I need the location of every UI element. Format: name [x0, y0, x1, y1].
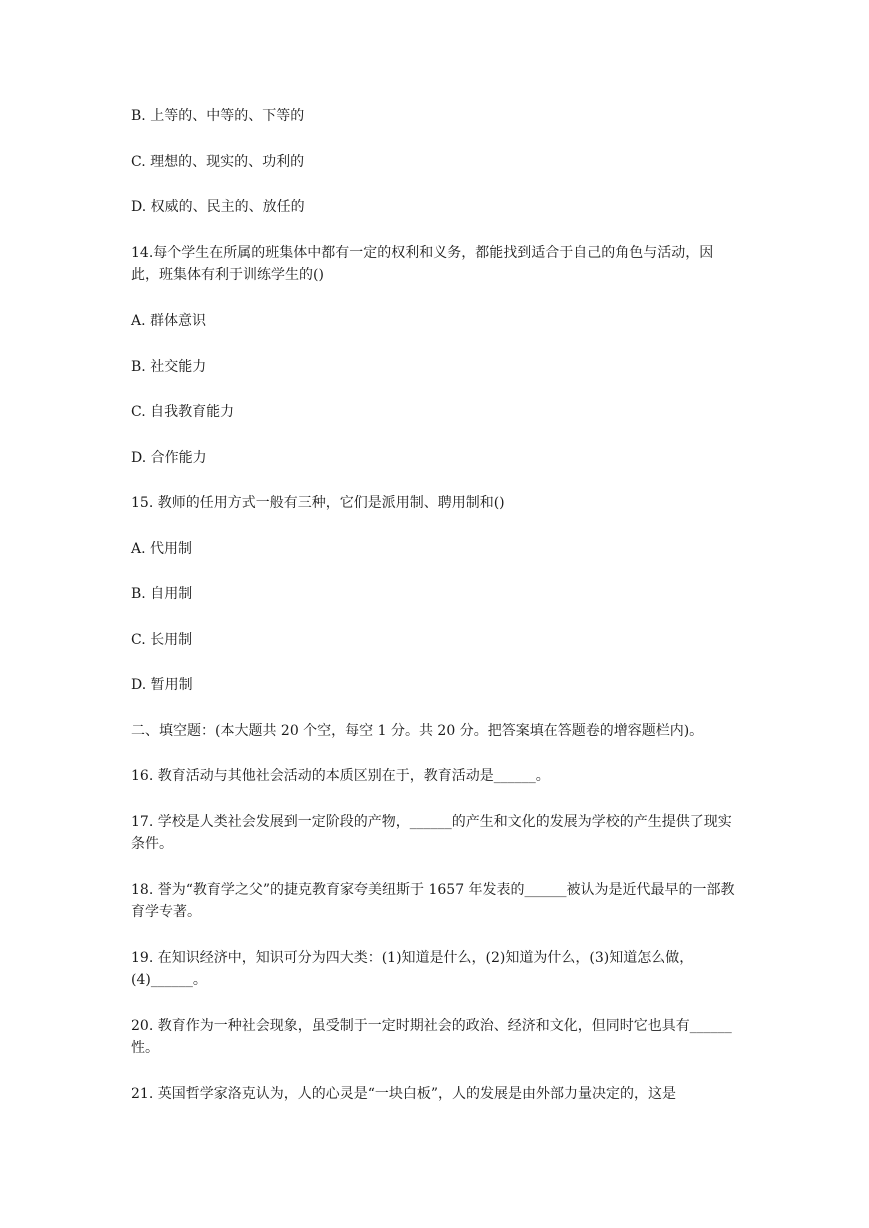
q15-option-a: A. 代用制 [131, 541, 193, 557]
q14-option-b: B. 社交能力 [131, 359, 207, 375]
q19: 19. 在知识经济中，知识可分为四大类：(1)知道是什么，(2)知道为什么，(3)知道怎么做，(4)______。 [131, 950, 694, 988]
q15-stem: 15. 教师的任用方式一般有三种，它们是派用制、聘用制和() [131, 495, 505, 511]
q15-option-d: D. 暂用制 [131, 677, 193, 693]
q13-option-b: B. 上等的、中等的、下等的 [131, 108, 305, 124]
q14-option-c: C. 自我教育能力 [131, 404, 235, 420]
section-heading-fill-in: 二、填空题：(本大题共 20 个空，每空 1 分。共 20 分。把答案填在答题卷的增容题栏内)。 [131, 723, 704, 739]
q14-option-a: A. 群体意识 [131, 313, 207, 329]
q13-option-c: C. 理想的、现实的、功利的 [131, 154, 305, 170]
q14-option-d: D. 合作能力 [131, 450, 207, 466]
q15-option-b: B. 自用制 [131, 586, 193, 602]
q15-option-c: C. 长用制 [131, 632, 193, 648]
q16: 16. 教育活动与其他社会活动的本质区别在于，教育活动是______。 [131, 768, 550, 784]
q13-option-d: D. 权威的、民主的、放任的 [131, 199, 305, 215]
q20: 20. 教育作为一种社会现象，虽受制于一定时期社会的政治、经济和文化，但同时它也具有______性。 [131, 1018, 732, 1056]
q14-stem: 14.每个学生在所属的班集体中都有一定的权利和义务，都能找到适合于自己的角色与活动，因此，班集体有利于训练学生的() [131, 245, 714, 283]
q17: 17. 学校是人类社会发展到一定阶段的产物，______的产生和文化的发展为学校的产生提供了现实条件。 [131, 814, 732, 852]
q21: 21. 英国哲学家洛克认为，人的心灵是“一块白板”，人的发展是由外部力量决定的，这是 [131, 1086, 677, 1102]
q18: 18. 誉为“教育学之父”的捷克教育家夸美纽斯于 1657 年发表的______被认为是近代最早的一部教育学专著。 [131, 882, 735, 920]
